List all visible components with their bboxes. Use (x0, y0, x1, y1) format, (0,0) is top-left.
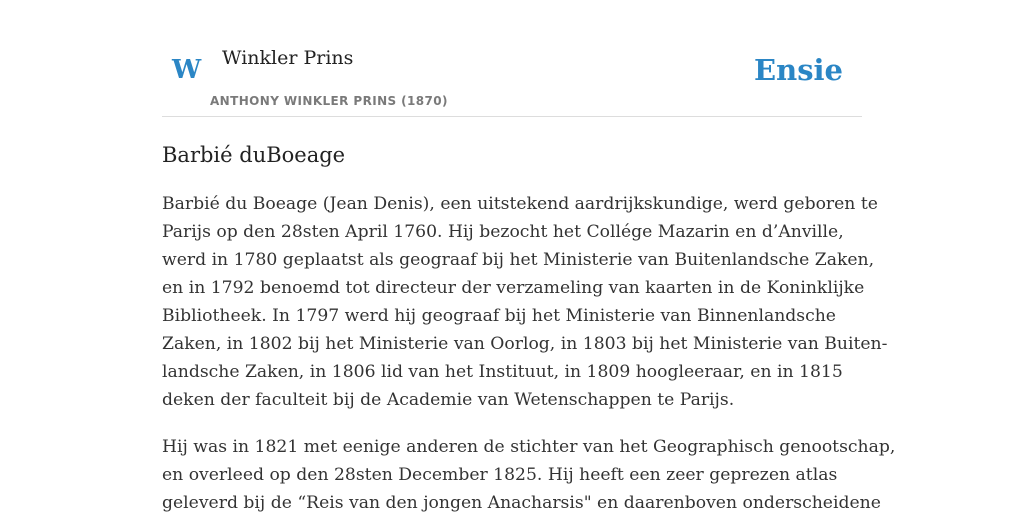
paragraph-line: geleverd bij de “Reis van den jongen Anacharsis" en daarenboven onderscheidene (162, 493, 881, 512)
source-title-link[interactable]: Winkler Prins (222, 47, 354, 69)
paragraph-line: en overleed op den 28sten December 1825. Hij heeft een zeer geprezen atlas (162, 465, 838, 485)
article-title: Barbié duBoeage (162, 143, 346, 167)
paragraph-line: Barbié du Boeage (Jean Denis), een uitstekend aardrijkskundige, werd geboren te (162, 194, 878, 214)
ensie-brand-logo[interactable]: Ensie (754, 53, 843, 87)
paragraph-line: Zaken, in 1802 bij het Ministerie van Oorlog, in 1803 bij het Ministerie van Buiten- (162, 334, 888, 354)
site-header (162, 0, 862, 117)
paragraph-line: en in 1792 benoemd tot directeur der verzameling van kaarten in de Koninklijke (162, 278, 865, 298)
paragraph-line: landsche Zaken, in 1806 lid van het Instituut, in 1809 hoogleeraar, en in 1815 (162, 362, 843, 382)
source-subtitle: ANTHONY WINKLER PRINS (1870) (210, 94, 448, 108)
paragraph-line: Parijs op den 28sten April 1760. Hij bezocht het Collége Mazarin en d’Anville, (162, 222, 844, 242)
paragraph-line: deken der faculteit bij de Academie van Wetenschappen te Parijs. (162, 390, 735, 410)
article-paragraph-2 (162, 433, 896, 512)
paragraph-line: Hij was in 1821 met eenige anderen de stichter van het Geographisch genootschap, (162, 437, 896, 457)
source-logo-icon[interactable]: W (172, 55, 202, 85)
article (162, 140, 896, 512)
paragraph-line: werd in 1780 geplaatst als geograaf bij het Ministerie van Buitenlandsche Zaken, (162, 250, 875, 270)
paragraph-line: Bibliotheek. In 1797 werd hij geograaf bij het Ministerie van Binnenlandsche (162, 306, 836, 326)
article-paragraph-1 (162, 190, 888, 414)
